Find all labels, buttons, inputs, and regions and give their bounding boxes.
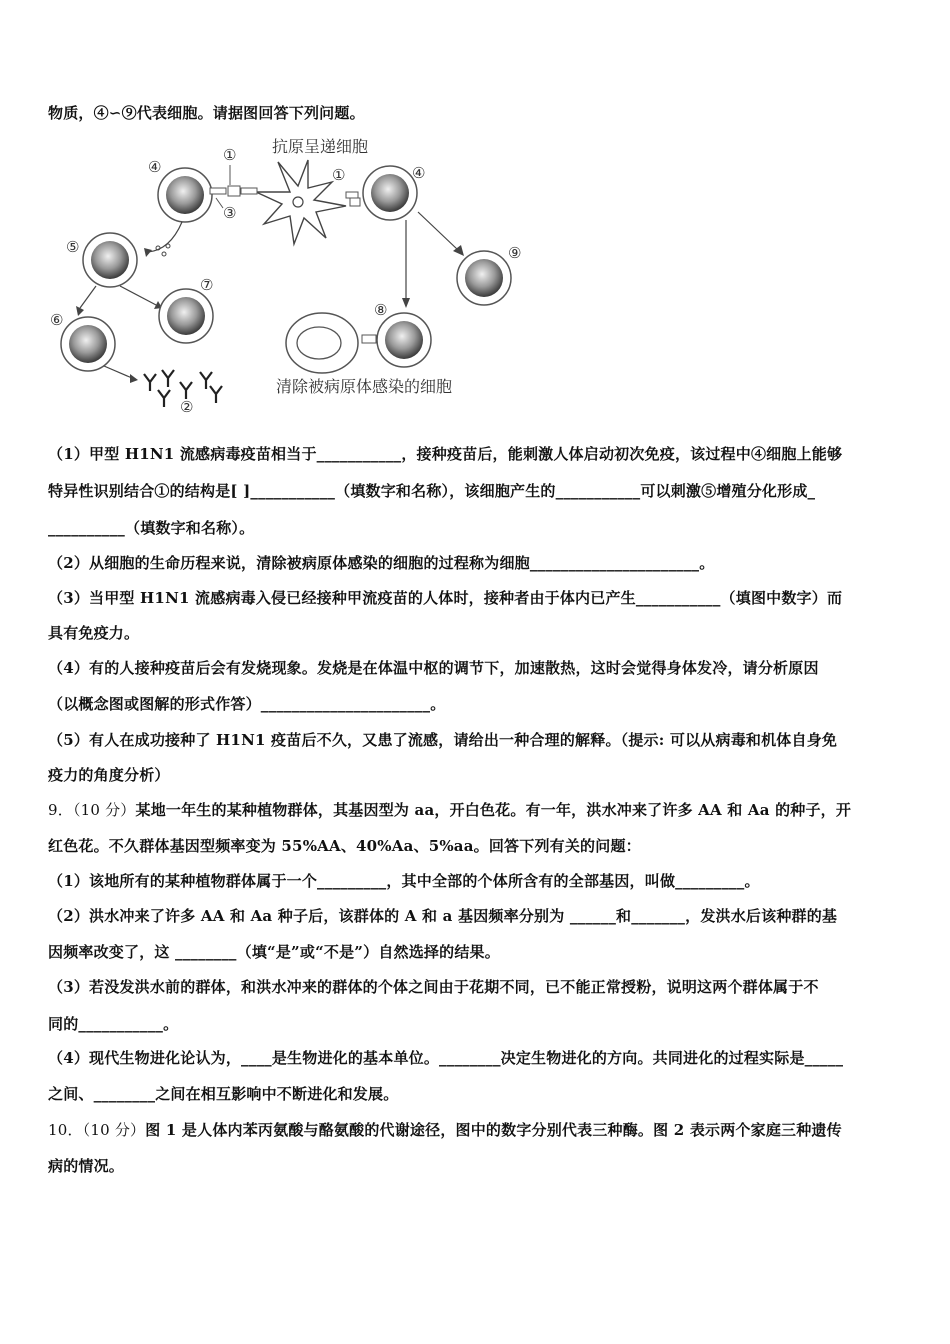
apc-nucleus	[293, 197, 303, 207]
cell-4-right	[346, 166, 417, 220]
label-9: ⑨	[508, 244, 522, 262]
label-6: ⑥	[50, 311, 64, 329]
cell-7	[159, 289, 213, 343]
cell-9	[457, 251, 511, 305]
label-1-left: ①	[223, 146, 237, 164]
q9-line-7: 同的___________。	[48, 1015, 179, 1033]
q9-line-4: （2）洪水冲来了许多 AA 和 Aa 种子后，该群体的 A 和 a 基因频率分别为 ______和_______，发洪水后该种群的基	[48, 907, 838, 925]
label-1-right: ①	[332, 166, 346, 184]
label-3: ③	[223, 204, 237, 222]
cell-8	[362, 313, 431, 367]
q10-text-1: 图 1 是人体内苯丙氨酸与酪氨酸的代谢途径，图中的数字分别代表三种酶。图 2 表示两个家庭三种遗传	[145, 1121, 842, 1139]
q8-line-4: （2）从细胞的生命历程来说，清除被病原体感染的细胞的过程称为细胞______________________。	[48, 554, 715, 572]
q8-line-7: （4）有的人接种疫苗后会有发烧现象。发烧是在体温中枢的调节下，加速散热，这时会觉得身体发冷，请分析原因	[48, 659, 819, 677]
q9-number: 9．（10 分）	[48, 801, 136, 819]
q9-line-3: （1）该地所有的某种植物群体属于一个_________，其中全部的个体所含有的全部基因，叫做_________。	[48, 872, 760, 890]
label-4-right: ④	[412, 164, 426, 182]
cell-5	[83, 233, 137, 287]
q8-line-3: __________（填数字和名称）。	[48, 519, 255, 537]
q8-line-2: 特异性识别结合①的结构是[ ]___________（填数字和名称），该细胞产生的___________可以刺激⑤增殖分化形成_	[48, 482, 816, 500]
q8-line-6: 具有免疫力。	[48, 624, 140, 642]
q10-line-2: 病的情况。	[48, 1157, 125, 1175]
infected-cell	[286, 313, 358, 373]
intro-line: 物质，④∽⑨代表细胞。请据图回答下列问题。	[48, 104, 365, 122]
label-7: ⑦	[200, 276, 214, 294]
q9-line-6: （3）若没发洪水前的群体，和洪水冲来的群体的个体之间由于花期不同，已不能正常授粉，说明这两个群体属于不	[48, 978, 819, 996]
label-4-left: ④	[148, 158, 162, 176]
q8-line-9: （5）有人在成功接种了 H1N1 疫苗后不久，又患了流感，请给出一种合理的解释。（提示: 可以从病毒和机体自身免	[48, 731, 838, 749]
label-8: ⑧	[374, 301, 388, 319]
cell-6	[61, 317, 115, 371]
immune-response-figure	[40, 130, 540, 420]
q10-line-1	[48, 1120, 906, 1140]
q8-line-5: （3）当甲型 H1N1 流感病毒入侵已经接种甲流疫苗的人体时，接种者由于体内已产生___________（填图中数字）而	[48, 589, 843, 607]
q8-line-8: （以概念图或图解的形式作答）______________________。	[48, 695, 446, 713]
apc-label: 抗原呈递细胞	[272, 137, 369, 156]
q9-line-2: 红色花。不久群体基因型频率变为 55%AA、40%Aa、5%aa。回答下列有关的问题：	[48, 837, 641, 855]
q9-line-1	[48, 800, 906, 820]
clear-infected-label: 清除被病原体感染的细胞	[276, 377, 453, 396]
label-2: ②	[180, 398, 194, 416]
q9-line-5: 因频率改变了，这 ________（填“是”或“不是”）自然选择的结果。	[48, 943, 500, 961]
label-5: ⑤	[66, 238, 80, 256]
q9-line-8: （4）现代生物进化论认为，____是生物进化的基本单位。________决定生物进化的方向。共同进化的过程实际是_____	[48, 1049, 844, 1067]
cell-4-left	[158, 168, 257, 222]
q9-text-1: 某地一年生的某种植物群体，其基因型为 aa，开白色花。有一年，洪水冲来了许多 AA 和 Aa 的种子，开	[135, 801, 852, 819]
q8-line-1: （1）甲型 H1N1 流感病毒疫苗相当于___________，接种疫苗后，能刺激人体启动初次免疫，该过程中④细胞上能够	[48, 445, 843, 463]
q10-number: 10．（10 分）	[48, 1121, 146, 1139]
q9-line-9: 之间、________之间在相互影响中不断进化和发展。	[48, 1085, 399, 1103]
q8-line-10: 疫力的角度分析）	[48, 766, 170, 784]
